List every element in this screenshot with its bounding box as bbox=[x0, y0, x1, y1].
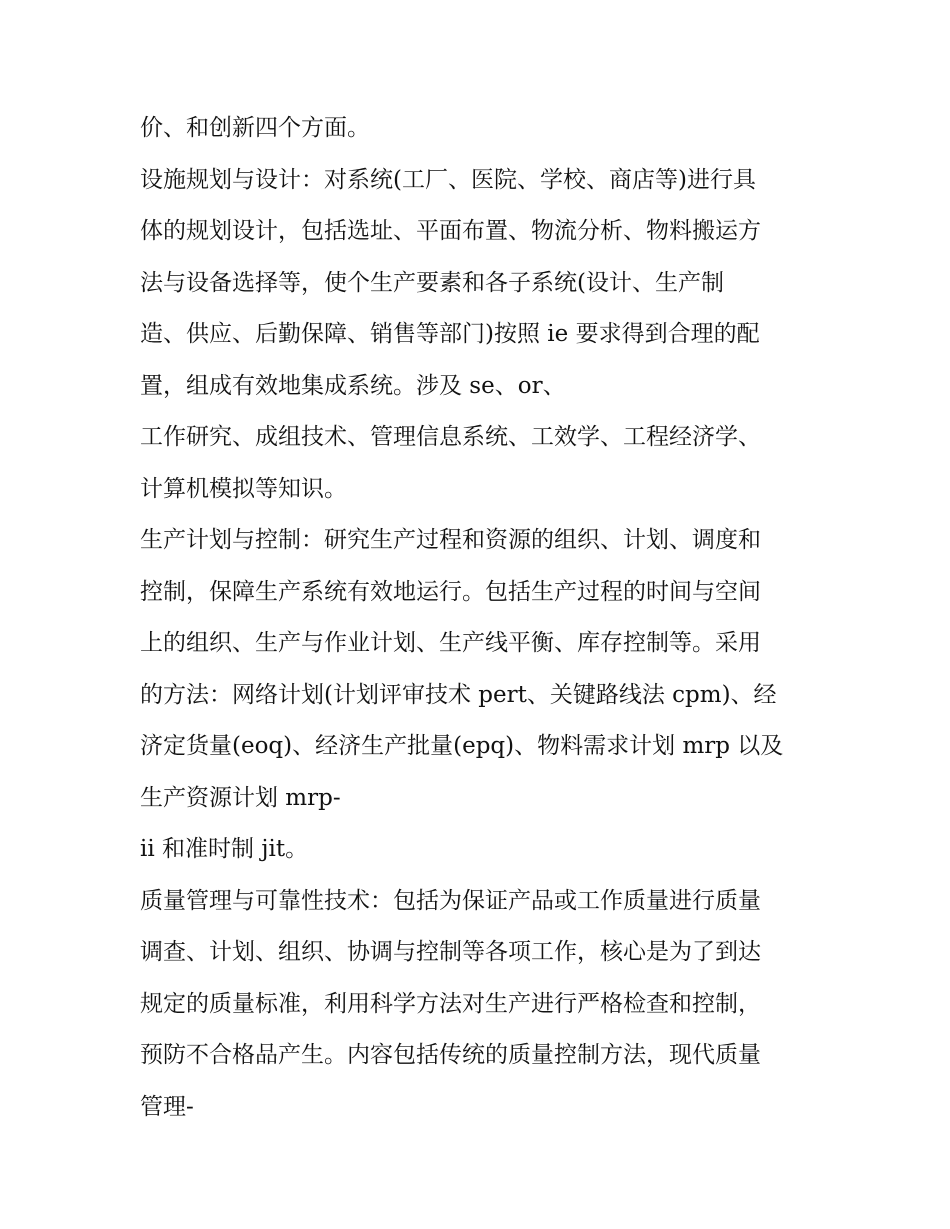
text-line: ii 和准时制 jit。 bbox=[140, 836, 309, 862]
text-line: 预防不合格品产生。内容包括传统的质量控制方法，现代质量 bbox=[140, 1042, 761, 1068]
text-line: 生产资源计划 mrp- bbox=[140, 784, 341, 811]
text-line: 体的规划设计，包括选址、平面布置、物流分析、物料搬运方 bbox=[140, 218, 761, 244]
text-line: 价、和创新四个方面。 bbox=[140, 115, 370, 141]
text-line: 济定货量(eoq)、经济生产批量(epq)、物料需求计划 mrp 以及 bbox=[140, 733, 784, 759]
text-line: 调查、计划、组织、协调与控制等各项工作，核心是为了到达 bbox=[140, 939, 761, 965]
text-line: 生产计划与控制：研究生产过程和资源的组织、计划、调度和 bbox=[140, 527, 761, 553]
text-line: 控制，保障生产系统有效地运行。包括生产过程的时间与空间 bbox=[140, 578, 761, 605]
text-line: 造、供应、后勤保障、销售等部门)按照 ie 要求得到合理的配 bbox=[140, 321, 760, 347]
text-line: 法与设备选择等，使个生产要素和各子系统(设计、生产制 bbox=[140, 269, 724, 296]
text-line: 设施规划与设计：对系统(工厂、医院、学校、商店等)进行具 bbox=[140, 166, 756, 193]
text-line: 质量管理与可靠性技术：包括为保证产品或工作质量进行质量 bbox=[140, 887, 761, 914]
text-line: 的方法：网络计划(计划评审技术 pert、关键路线法 cpm)、经 bbox=[140, 681, 777, 708]
text-line: 规定的质量标准，利用科学方法对生产进行严格检查和控制， bbox=[140, 990, 761, 1017]
text-line: 计算机模拟等知识。 bbox=[140, 475, 347, 502]
text-line: 管理- bbox=[140, 1093, 194, 1120]
document-body bbox=[140, 103, 830, 1133]
text-line: 置，组成有效地集成系统。涉及 se、or、 bbox=[140, 372, 566, 399]
text-line: 上的组织、生产与作业计划、生产线平衡、库存控制等。采用 bbox=[140, 630, 761, 656]
text-line: 工作研究、成组技术、管理信息系统、工效学、工程经济学、 bbox=[140, 424, 761, 450]
